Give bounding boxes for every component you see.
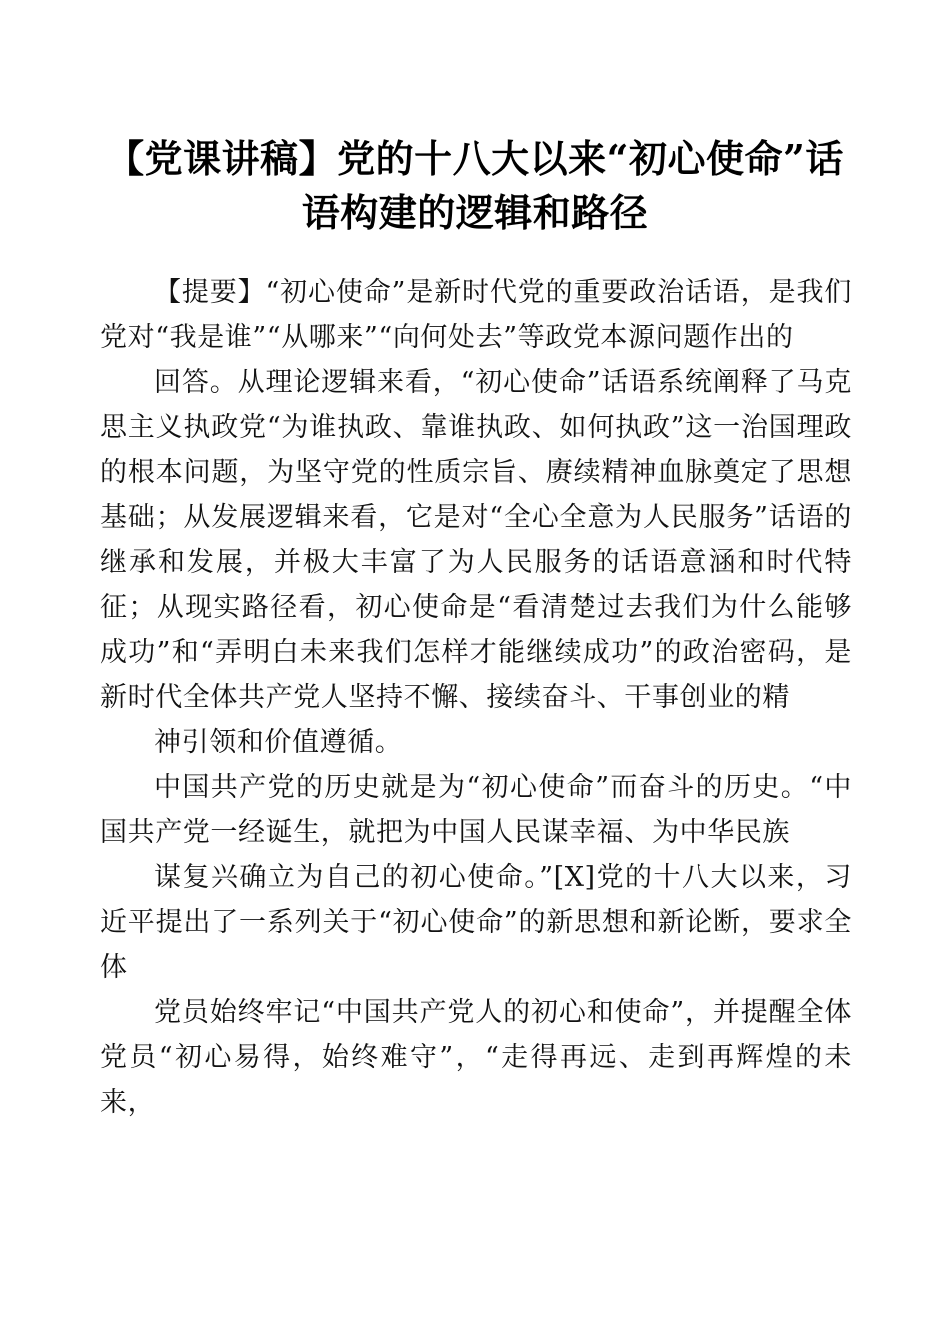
- paragraph-members-body: 党员始终牢记“中国共产党人的初心和使命”，并提醒全体党员“初心易得，始终难守”，“走得再远、走到再辉煌的未来，: [100, 997, 852, 1118]
- page-title: [100, 132, 850, 240]
- paragraph-history-intro: 中国共产党的历史就是为“初心使命”而奋斗的历史。“中国共产党一经诞生，就把为中国人民谋幸福、为中华民族: [100, 772, 852, 848]
- paragraph-abstract-intro: 【提要】“初心使命”是新时代党的重要政治话语，是我们党对“我是谁”“从哪来”“向何处去”等政党本源问题作出的: [100, 277, 852, 353]
- paragraph-abstract-body: 回答。从理论逻辑来看，“初心使命”话语系统阐释了马克思主义执政党“为谁执政、靠谁执政、如何执政”这一治国理政的根本问题，为坚守党的性质宗旨、赓续精神血脉奠定了思想基础；从发展逻辑来看，它是对“全心全意为人民服务”话语的继承和发展，并极大丰富了为人民服务的话语意涵和时代特征；从现实路径看，初心使命是“看清楚过去我们为什么能够成功”和“弄明白未来我们怎样才能继续成功”的政治密码，是新时代全体共产党人坚持不懈、接续奋斗、干事创业的精: [100, 367, 852, 713]
- document-body: [100, 270, 852, 1125]
- paragraph-abstract-tail: 神引领和价值遵循。: [154, 727, 403, 758]
- page-title-line-2: 语构建的逻辑和路径: [301, 190, 649, 235]
- page-title-line-1: 【党课讲稿】党的十八大以来“初心使命”话: [106, 136, 844, 181]
- paragraph-history-body: 谋复兴确立为自己的初心使命。”[X]党的十八大以来，习近平提出了一系列关于“初心使命”的新思想和新论断，要求全体: [100, 862, 852, 983]
